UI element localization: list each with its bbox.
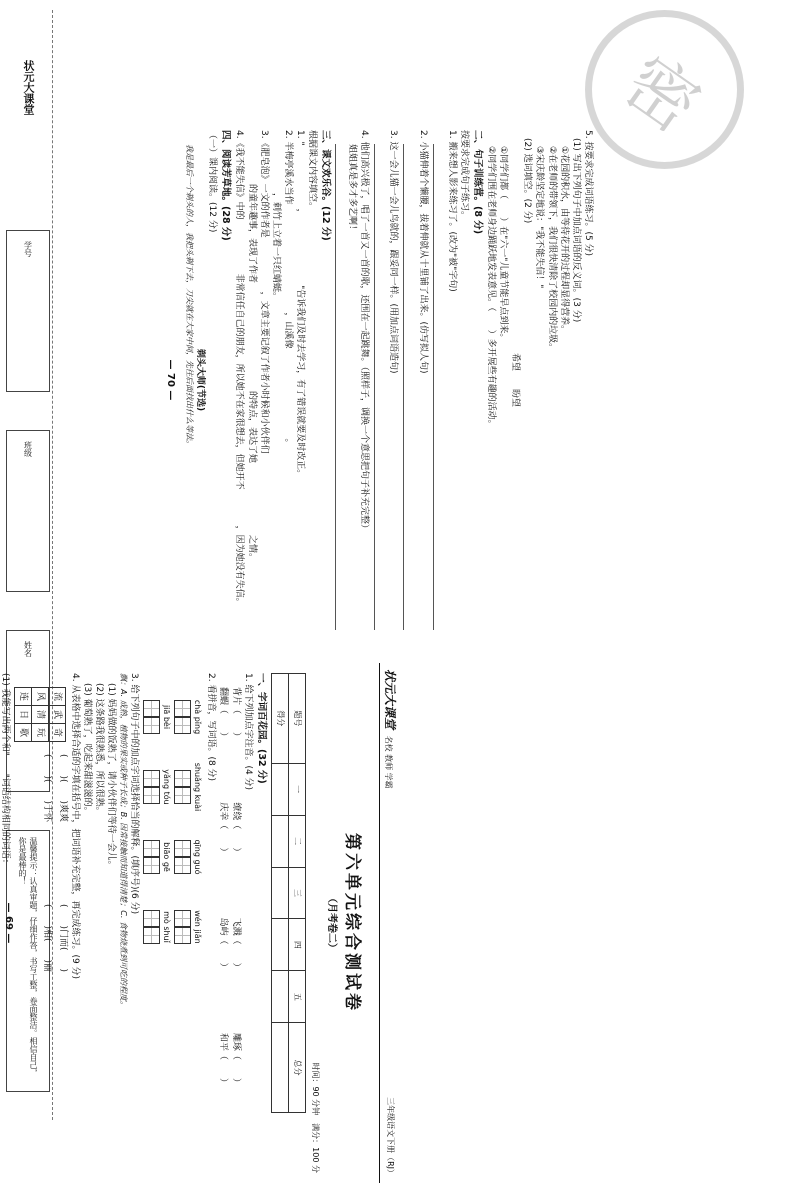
q5-item: ①花园的积水，由等待花开的过程却显得营养。 xyxy=(558,146,569,335)
answer-line[interactable] xyxy=(335,144,346,630)
char-cell: 清 xyxy=(31,706,48,724)
q3-item: (1) 妈妈做的饭熟了，请小伙伴们等待一会儿。 xyxy=(106,683,117,870)
brand-tag: 名校 教师 学霸 xyxy=(384,735,393,789)
q4-sub: (1) 我能写出两个和" "词语结构相同的词语： xyxy=(0,673,10,868)
writing-grid[interactable] xyxy=(143,910,160,944)
page-number: — 69 — xyxy=(3,902,15,944)
reading-title: 剃头大师(节选) xyxy=(195,348,206,412)
pinyin-row-2 xyxy=(143,687,171,1173)
score-cell[interactable] xyxy=(271,1023,288,1113)
answer-line[interactable] xyxy=(374,144,387,630)
q5-item: ②在老师的带领下，我们很快清除了校园内的垃圾。 xyxy=(546,146,557,353)
seal-stamp xyxy=(585,10,744,169)
page-title: 第六单元综合测试卷 xyxy=(341,833,362,1013)
s2-item: 2. 小猫伸着个懒腰，拔着伸就从十里铺了出来。(仿写拟人句) xyxy=(417,130,428,374)
writing-grid[interactable] xyxy=(143,840,160,874)
reading-text: 我是最后一个剃头的人，我把头剃下去，刀尖就在大家中间，先往后面找出什么等法。 xyxy=(185,144,195,448)
section-4-title: 四、阅读芳草地。(28 分) xyxy=(220,130,232,241)
q5-part-1: (1) 写出下列句子中加点词语的反义词。(3 分) xyxy=(570,138,581,323)
q4-char-table xyxy=(14,687,66,742)
strip-brand: 状元大课堂 xyxy=(22,60,35,115)
page-69 xyxy=(0,663,400,1183)
writing-grid[interactable] xyxy=(174,700,191,734)
page-number: — 70 — xyxy=(165,359,177,401)
q5-fill: ②同学们围在老师身边踊跃地发表意见。（ ）多开展些有趣的活动。 xyxy=(485,146,496,429)
answer-line[interactable] xyxy=(433,144,446,630)
section-4-part-1: （一）课内阅读。(12 分) xyxy=(207,130,218,233)
section-3-title: 三、课文欢乐谷。(12 分) xyxy=(320,130,332,241)
class-label: 班级 xyxy=(23,441,33,457)
page-70 xyxy=(162,120,602,640)
q5-part-2: (2) 选词填空。(2 分) xyxy=(522,138,533,224)
s3-item: 4.《我不能失信》中的 非常信任自己的朋友，所以她不在家很想去，但她开不 ，因为她没有失信。 xyxy=(234,130,245,607)
score-row-label: 得分 xyxy=(271,674,288,764)
char-cell: 玩 xyxy=(31,724,48,742)
section-2-intro: 按要求完成句子练习。 xyxy=(458,130,469,221)
q5-fill: ①同学们都（ ）在"六一"儿童节能早点到来。 xyxy=(498,146,509,343)
brand-logo: 状元大课堂 xyxy=(383,669,397,730)
q1-item: 翻蝦（ ） xyxy=(218,687,229,742)
section-2-title: 二、句子训练营。(8 分) xyxy=(471,130,483,235)
s3-item: 3.《肥皂泡》一文的作者是 ，文章主要记叙了作者小时候和小伙伴们 xyxy=(258,130,269,454)
number-label: 学号 xyxy=(23,241,33,257)
score-header: 总分 xyxy=(288,1023,305,1113)
q1-item: 庆幸（ ） xyxy=(218,802,229,857)
writing-grid[interactable] xyxy=(174,840,191,874)
pinyin: jiā bèi xyxy=(162,704,172,730)
q1-item: 飞溅（ ） xyxy=(230,917,241,972)
score-header: 三 xyxy=(288,867,305,919)
page-subtitle: （月考卷二） xyxy=(325,893,337,953)
question-2: 2. 看拼音，写词语。(8 分) xyxy=(206,673,217,782)
question-1: 1. 给下列加点字注音。(4 分) xyxy=(242,673,253,791)
pinyin: biāo gē xyxy=(162,842,172,872)
q1-item: 缭绕（ ） xyxy=(230,802,241,857)
pinyin: shuǎng kuài xyxy=(193,762,203,812)
number-box[interactable] xyxy=(6,230,50,392)
q4-item[interactable]: ( )( )爽爽 xyxy=(57,754,68,823)
q3-item: (3) 葡萄熟了，吃起来甜滋滋的。 xyxy=(81,683,92,816)
s2-item: 4. 他们高兴极了，唱了一首又一首的歌，还围在一起跳舞。（照样子，调换一个意思把句子补充完整） xyxy=(359,130,370,533)
pinyin-row-1 xyxy=(174,687,202,1173)
s3-item: 1. " ， "告诉我们及时去学习，有了错误就要及时改正。 xyxy=(295,130,306,479)
writing-grid[interactable] xyxy=(143,770,160,804)
q4-item[interactable]: ( )( )于怀 xyxy=(41,754,52,823)
char-cell: 歌 xyxy=(14,724,31,742)
question-3: 3. 给下列句子中的加点字词选择恰当的解释。(填序号)(6 分) xyxy=(129,673,140,915)
char-cell: 风 xyxy=(31,688,48,706)
char-cell: 武 xyxy=(48,706,65,724)
question-4: 4. 从表格中选择合适的字填在括号中，把词语补充完整，再完成练习。(9 分) xyxy=(69,673,80,980)
score-header: 五 xyxy=(288,971,305,1023)
writing-grid[interactable] xyxy=(174,770,191,804)
char-cell: 连 xyxy=(14,688,31,706)
q5-item: ③宋庆龄坚定地说："我不能失信！" xyxy=(534,146,545,289)
s2-item: 3. 这一会儿猫一会儿鸟就的，跟妥同一样。(用加点词语造句) xyxy=(388,130,399,374)
q4-item[interactable]: ( )门而( ) xyxy=(57,904,68,973)
score-header: 一 xyxy=(288,763,305,815)
q4-fill-items xyxy=(40,754,68,1054)
pinyin: yǎng tóu xyxy=(162,769,172,805)
char-cell: 奇 xyxy=(48,724,65,742)
char-cell: 日 xyxy=(14,706,31,724)
s2-item: 1. 搬来想人影来练习了。(改为"被"字句) xyxy=(446,130,457,292)
score-cell[interactable] xyxy=(271,919,288,971)
q5-word-options: 希望 盼望 xyxy=(510,352,521,407)
writing-grid[interactable] xyxy=(174,910,191,944)
q4-item[interactable]: ( )相( )丽 xyxy=(41,904,52,973)
q3-item: (2) 这条路我很熟悉，所以很熟。 xyxy=(94,683,105,816)
score-header: 二 xyxy=(288,815,305,867)
pinyin: wén jiǎn xyxy=(193,910,203,944)
class-box[interactable] xyxy=(6,430,50,592)
q1-item: 岛屿（ ） xyxy=(218,917,229,972)
q1-item: 雕琢（ ） xyxy=(230,1032,241,1087)
char-cell: 流 xyxy=(48,688,65,706)
s3-item: 的童年趣事，表现了作者 的特点，表达了她 之情。 xyxy=(246,130,257,563)
q3-options: 飘：A. 成熟，植物的果实或种子长成；B. 因常接触而知道得清楚；C. 食物烧煮到可吃的程度。 xyxy=(119,673,129,1009)
pinyin: mò shuǐ xyxy=(162,911,172,943)
score-cell[interactable] xyxy=(271,815,288,867)
question-5: 5. 按要求完成词语练习。(5 分) xyxy=(583,130,593,257)
s3-item: ，刺竹上立着一只红蜻蜓。 xyxy=(270,130,281,302)
score-cell[interactable] xyxy=(271,971,288,1023)
score-header: 题号 xyxy=(288,674,305,764)
pinyin: qīng guó xyxy=(193,839,203,875)
q1-item: 和平（ ） xyxy=(218,1032,229,1087)
page-header xyxy=(379,663,400,1183)
reminder-text: 温馨提示：认真审题，仔细作答，书写工整，卷面整洁。相信自己，你是最棒的！ xyxy=(18,837,38,1077)
score-cell[interactable] xyxy=(271,763,288,815)
writing-grid[interactable] xyxy=(143,700,160,734)
s3-item: 2. 半梅亭溪水当作 ，山溪像 。 xyxy=(282,130,293,448)
score-header: 四 xyxy=(288,919,305,971)
score-cell[interactable] xyxy=(271,867,288,919)
score-table xyxy=(271,673,306,1113)
section-1-title: 一、字词百花园。(32 分) xyxy=(255,673,267,784)
time-score-meta: 时间：90 分钟 满分：100 分 xyxy=(311,1062,321,1173)
answer-line[interactable] xyxy=(404,144,417,630)
name-label: 姓名 xyxy=(23,641,33,657)
s2-example: 姐姐真是多才多艺啊！ xyxy=(347,144,358,235)
q1-item: 背片（ ） xyxy=(230,687,241,742)
q1-items xyxy=(217,673,241,1087)
section-3-intro: 根据课文内容填空。 xyxy=(307,130,318,212)
grade-label: 三年级语文下册（RJ） xyxy=(386,1097,396,1177)
pinyin: chà pǐng xyxy=(193,699,203,735)
seal-glyph: 密 xyxy=(609,40,714,148)
